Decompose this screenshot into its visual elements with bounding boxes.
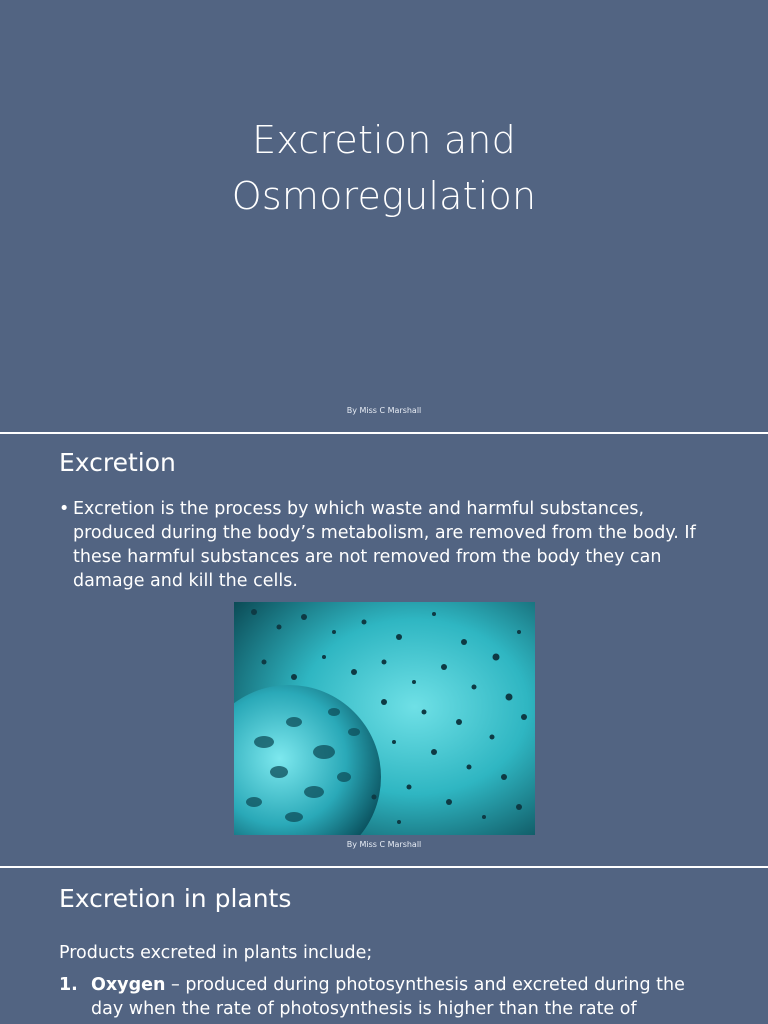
bullet-text: Excretion is the process by which waste and harmful substances, produced during the body’s metabolism, are removed from the body. If these harmful substances are not removed from the body they can damage and kill the cells. bbox=[73, 499, 696, 591]
slide-excretion-in-plants bbox=[0, 868, 768, 1024]
slide-footer: By Miss C Marshall bbox=[346, 406, 422, 415]
item-body bbox=[91, 973, 709, 1021]
numbered-item bbox=[59, 973, 709, 1021]
title-line-1: Excretion and bbox=[252, 118, 516, 162]
slide-footer: By Miss C Marshall bbox=[346, 840, 422, 849]
bullet-item bbox=[59, 497, 719, 593]
title-line-2: Osmoregulation bbox=[231, 174, 537, 218]
item-text: – produced during photosynthesis and excreted during the day when the rate of photosynthesis is higher than the rate of bbox=[91, 975, 685, 1019]
slide-title bbox=[0, 0, 768, 432]
slide-excretion bbox=[0, 434, 768, 866]
intro-text: Products excreted in plants include; bbox=[59, 943, 373, 963]
bullet-dot: • bbox=[59, 499, 70, 519]
slide-heading: Excretion bbox=[59, 448, 176, 477]
item-number: 1. bbox=[59, 975, 78, 995]
slide-title-heading bbox=[0, 112, 768, 224]
slide-heading: Excretion in plants bbox=[59, 884, 292, 913]
cell-illustration bbox=[234, 602, 535, 835]
item-term: Oxygen bbox=[91, 975, 166, 995]
